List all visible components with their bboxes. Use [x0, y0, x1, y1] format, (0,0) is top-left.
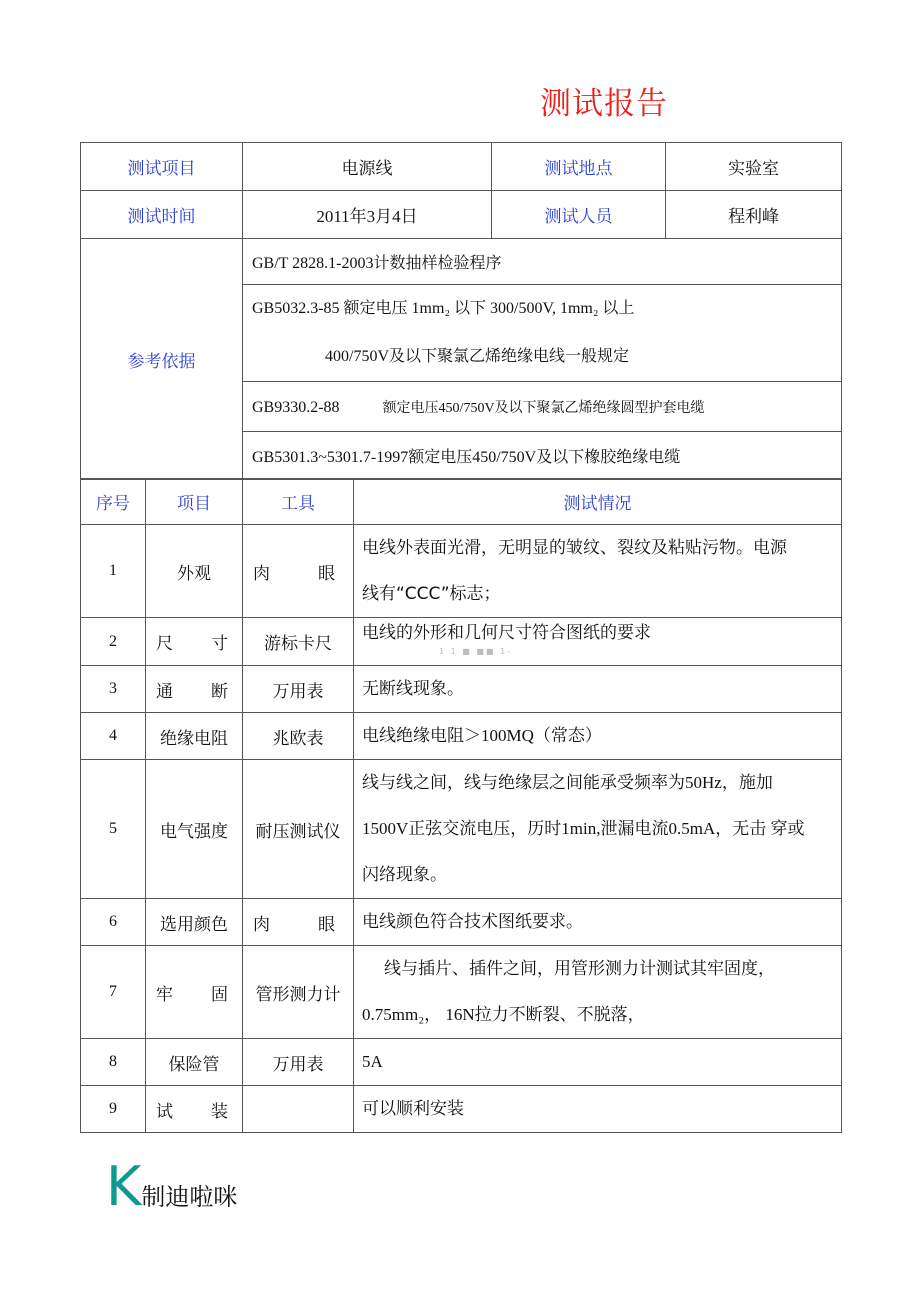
row-item: 电气强度	[146, 760, 243, 899]
row-tool-part: 眼	[318, 563, 335, 584]
brand-mark	[106, 1155, 238, 1218]
row-item	[146, 1086, 243, 1133]
row-result-line: 1500V正弦交流电压，历时1min,泄漏电流0.5mA，无击 穿或	[362, 819, 805, 838]
reference-row-1	[81, 239, 842, 285]
row-tool: 游标卡尺	[243, 618, 354, 666]
table-row	[81, 946, 842, 1039]
reference-4: GB5301.3~5301.7-1997额定电压450/750V及以下橡胶绝缘电缆	[243, 432, 842, 480]
row-item-part: 通	[156, 681, 173, 702]
row-item	[146, 666, 243, 713]
table-row	[81, 618, 842, 666]
table-row	[81, 666, 842, 713]
row-result: 电线颜色符合技术图纸要求。	[354, 899, 842, 946]
row-number: 5	[81, 760, 146, 899]
row-item-part: 断	[211, 681, 228, 702]
row-number: 3	[81, 666, 146, 713]
row-number: 2	[81, 618, 146, 666]
row-tool: 管形测力计	[243, 946, 354, 1039]
row-tool: 万用表	[243, 1039, 354, 1086]
brand-letter: K	[106, 1155, 142, 1218]
column-header-tool: 工具	[243, 479, 354, 525]
test-item-label: 测试项目	[81, 143, 243, 191]
test-personnel-value: 程利峰	[666, 191, 842, 239]
row-result-line: 线与插片、插件之间，用管形测力计测试其牢固度，	[384, 959, 775, 978]
brand-text: 制迪啦咪	[141, 1183, 238, 1211]
row-result: 无断线现象。	[354, 666, 842, 713]
row-result: 5A	[354, 1039, 842, 1086]
row-tool	[243, 525, 354, 618]
row-item-part: 牢	[156, 984, 173, 1005]
row-item: 绝缘电阻	[146, 713, 243, 760]
row-tool	[243, 899, 354, 946]
reference-3-title: 额定电压450/750V及以下聚氯乙烯绝缘圆型护套电缆	[382, 400, 705, 416]
row-tool-part: 肉	[253, 563, 270, 584]
column-header-item: 项目	[146, 479, 243, 525]
column-header-row	[81, 479, 842, 525]
reference-label: 参考依据	[81, 239, 243, 480]
row-item-part: 固	[211, 984, 228, 1005]
table-row	[81, 713, 842, 760]
row-tool-part: 肉	[253, 914, 270, 935]
table-row	[81, 899, 842, 946]
report-title: 测试报告	[540, 86, 668, 122]
reference-3	[243, 382, 842, 432]
test-time-label: 测试时间	[81, 191, 243, 239]
row-number: 8	[81, 1039, 146, 1086]
test-personnel-label: 测试人员	[492, 191, 666, 239]
row-number: 4	[81, 713, 146, 760]
reference-2	[243, 285, 842, 382]
reference-3-code: GB9330.2-88	[252, 398, 340, 416]
row-tool-part: 眼	[318, 914, 335, 935]
header-row-item	[81, 143, 842, 191]
table-row	[81, 525, 842, 618]
row-tool: 兆欧表	[243, 713, 354, 760]
row-result-line: 线与线之间，线与绝缘层之间能承受频率为50Hz，施加	[362, 773, 773, 792]
row-result-line: 线有“CCC”标志；	[362, 584, 501, 604]
row-item	[146, 618, 243, 666]
reference-2-line-2: 400/750V及以下聚氯乙烯绝缘电线一般规定	[325, 348, 630, 365]
row-item: 选用颜色	[146, 899, 243, 946]
row-item-part: 尺	[156, 634, 173, 654]
header-table	[80, 142, 842, 480]
table-row	[81, 760, 842, 899]
row-result-line: 闪络现象。	[362, 865, 447, 884]
row-item-part: 寸	[211, 634, 228, 654]
row-result	[354, 525, 842, 618]
row-result: 电线的外形和几何尺寸符合图纸的要求	[354, 618, 842, 666]
column-header-result: 测试情况	[354, 479, 842, 525]
row-item	[146, 946, 243, 1039]
row-result	[354, 946, 842, 1039]
row-number: 9	[81, 1086, 146, 1133]
faint-marks: 1 1 ■ ■■ 1-	[439, 647, 513, 656]
column-header-no: 序号	[81, 479, 146, 525]
table-row	[81, 1086, 842, 1133]
row-tool: 万用表	[243, 666, 354, 713]
test-location-value: 实验室	[666, 143, 842, 191]
header-row-time	[81, 191, 842, 239]
row-number: 6	[81, 899, 146, 946]
table-row	[81, 1039, 842, 1086]
row-number: 1	[81, 525, 146, 618]
row-item: 外观	[146, 525, 243, 618]
row-tool: 耐压测试仪	[243, 760, 354, 899]
reference-2-line-1: GB5032.3-85 额定电压 1mm₂ 以下 300/500V, 1mm₂ 以上	[252, 300, 635, 317]
row-number: 7	[81, 946, 146, 1039]
row-result: 电线绝缘电阻＞100MQ（常态）	[354, 713, 842, 760]
row-result-line: 0.75mm₂， 16N拉力不断裂、不脱落，	[362, 1005, 645, 1024]
test-item-value: 电源线	[243, 143, 492, 191]
test-items-table	[80, 478, 842, 1133]
row-result: 可以顺利安装	[354, 1086, 842, 1133]
row-result	[354, 760, 842, 899]
row-item-part: 试	[156, 1101, 173, 1122]
test-location-label: 测试地点	[492, 143, 666, 191]
row-tool	[243, 1086, 354, 1133]
test-time-value: 2011年3月4日	[243, 191, 492, 239]
row-item: 保险管	[146, 1039, 243, 1086]
row-result-line: 电线外表面光滑，无明显的皱纹、裂纹及粘贴污物。电源	[362, 538, 787, 558]
reference-1: GB/T 2828.1-2003计数抽样检验程序	[243, 239, 842, 285]
row-item-part: 装	[211, 1101, 228, 1122]
